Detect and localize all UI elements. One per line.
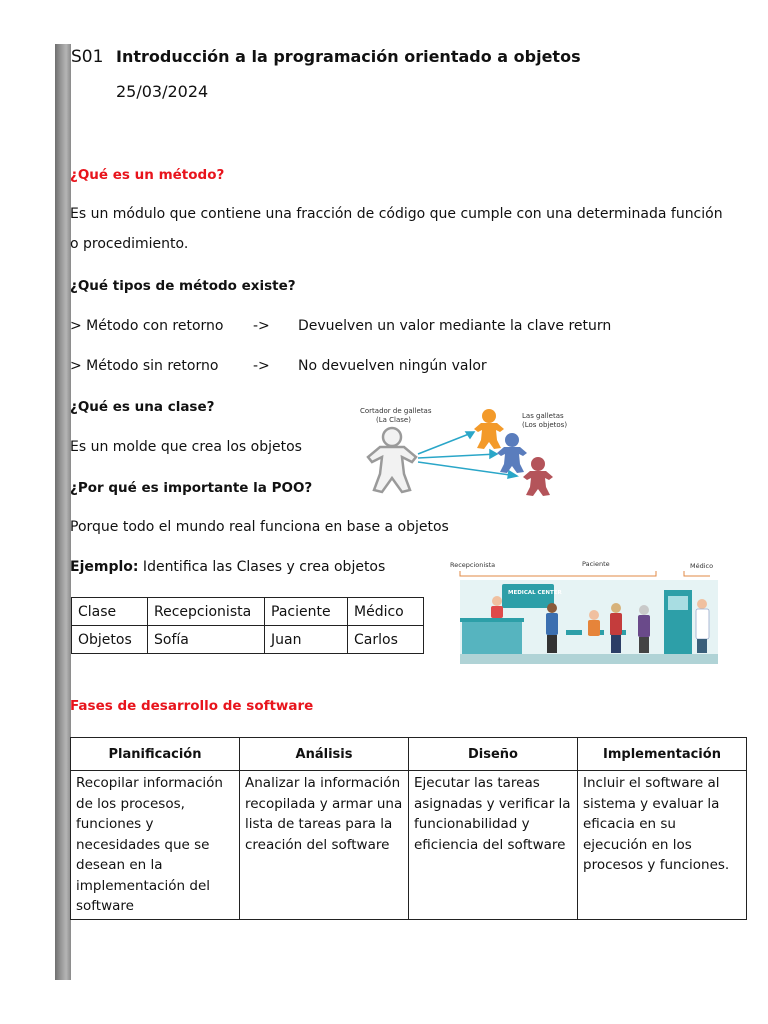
fases-title: Fases de desarrollo de software	[70, 698, 314, 714]
cookie-label-right-1: Las galletas	[522, 412, 564, 420]
table-cell: Carlos	[348, 626, 424, 654]
tipo-2-arrow: ->	[253, 358, 270, 374]
tipo-2-name: > Método sin retorno	[70, 358, 219, 374]
cookie-cutter-illustration	[352, 402, 574, 500]
cookie-label-left-2: (La Clase)	[376, 416, 411, 424]
session-code: S01	[71, 47, 104, 67]
header-planificacion: Planificación	[71, 738, 240, 771]
clinic-illustration	[448, 558, 718, 664]
table-header-row	[71, 738, 747, 771]
clinic-label-paciente: Paciente	[582, 560, 610, 568]
receptionist-icon	[491, 596, 503, 618]
table-cell: Juan	[265, 626, 348, 654]
tipo-1-name: > Método con retorno	[70, 318, 224, 334]
table-row	[72, 598, 424, 626]
class-object-table	[71, 597, 424, 654]
answer-metodo-line2: o procedimiento.	[70, 236, 189, 252]
table-cell: Médico	[348, 598, 424, 626]
cell-diseno: Ejecutar las tareas asignadas y verificar la funcionabilidad y eficiencia del software	[409, 771, 578, 920]
question-tipos: ¿Qué tipos de método existe?	[70, 278, 296, 294]
cell-planificacion: Recopilar información de los procesos, funciones y necesidades que se desean en la implementación del software	[71, 771, 240, 920]
clinic-label-recepcionista: Recepcionista	[450, 561, 496, 569]
table-row	[71, 771, 747, 920]
question-metodo: ¿Qué es un método?	[70, 167, 225, 183]
ejemplo-line	[70, 559, 385, 575]
answer-clase: Es un molde que crea los objetos	[70, 439, 302, 455]
phases-table	[70, 737, 747, 920]
date-text: 25/03/2024	[116, 82, 209, 101]
table-cell: Recepcionista	[148, 598, 265, 626]
ejemplo-label: Ejemplo:	[70, 559, 139, 575]
tipo-1-arrow: ->	[253, 318, 270, 334]
question-clase: ¿Qué es una clase?	[70, 399, 215, 415]
medical-center-sign: MEDICAL CENTER	[508, 590, 562, 596]
header-diseno: Diseño	[409, 738, 578, 771]
table-cell: Objetos	[72, 626, 148, 654]
table-cell: Clase	[72, 598, 148, 626]
cell-analisis: Analizar la información recopilada y armar una lista de tareas para la creación del software	[240, 771, 409, 920]
header-analisis: Análisis	[240, 738, 409, 771]
question-poo: ¿Por qué es importante la POO?	[70, 480, 313, 496]
answer-poo: Porque todo el mundo real funciona en base a objetos	[70, 519, 449, 535]
ejemplo-text: Identifica las Clases y crea objetos	[138, 559, 386, 575]
table-row	[72, 626, 424, 654]
cookie-label-left-1: Cortador de galletas	[360, 407, 432, 415]
cell-implementacion: Incluir el software al sistema y evaluar la eficacia en su ejecución en los procesos y funciones.	[578, 771, 747, 920]
clinic-label-medico: Médico	[690, 562, 714, 570]
cookie-label-right-2: (Los objetos)	[522, 421, 568, 429]
margin-bar	[55, 44, 71, 980]
table-cell: Sofía	[148, 626, 265, 654]
page-title: Introducción a la programación orientado a objetos	[116, 47, 581, 66]
table-cell: Paciente	[265, 598, 348, 626]
blue-cookie-icon	[497, 433, 527, 473]
tipo-2-desc: No devuelven ningún valor	[298, 358, 487, 374]
header-implementacion: Implementación	[578, 738, 747, 771]
answer-metodo-line1: Es un módulo que contiene una fracción de código que cumple con una determinada función	[70, 206, 723, 222]
red-cookie-icon	[523, 457, 553, 496]
orange-cookie-icon	[474, 409, 504, 449]
cookie-cutter-icon	[368, 428, 416, 492]
tipo-1-desc: Devuelven un valor mediante la clave return	[298, 318, 612, 334]
